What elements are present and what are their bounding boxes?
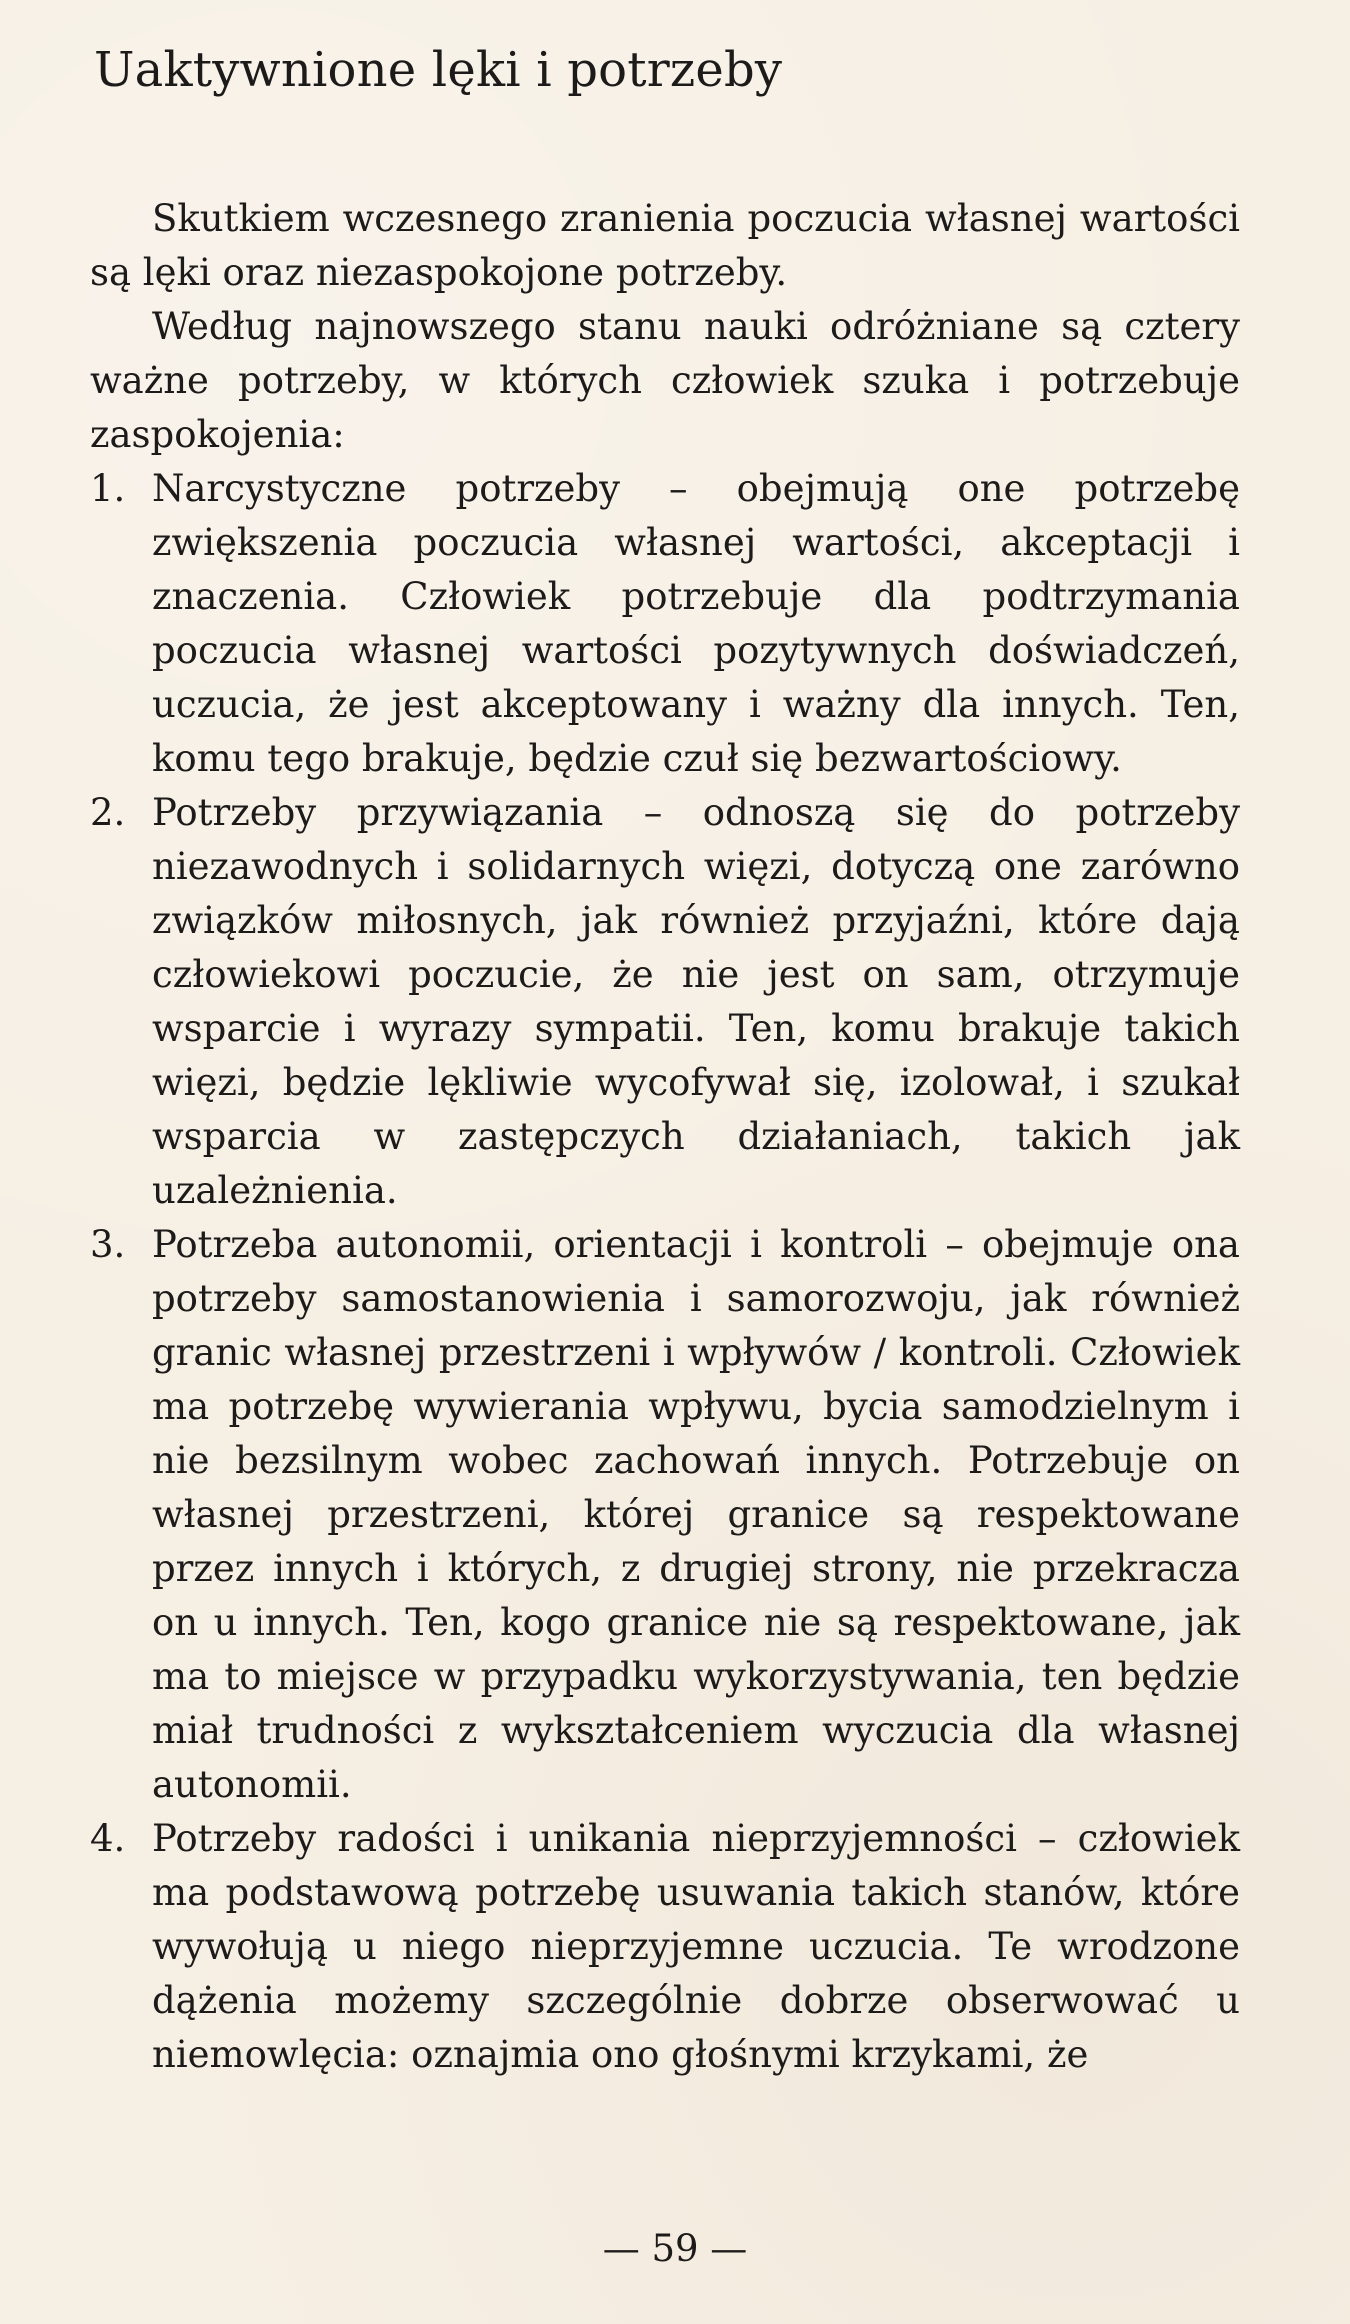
page-title: Uaktywnione lęki i potrzeby xyxy=(94,42,783,98)
list-item xyxy=(90,462,1240,786)
list-item-text: Potrzeby przywiązania – odnoszą się do potrzeby niezawodnych i solidarnych więzi, dotyczą one zarówno związków miłosnych, jak również przyjaźni, które dają człowiekowi poczucie, że nie jest on sam, otrzymuje wsparcie i wyrazy sympatii. Ten, komu brakuje takich więzi, będzie lękliwie wycofywał się, izolował, i szukał wsparcia w zastępczych działaniach, takich jak uzależnienia. xyxy=(152,791,1240,1212)
list-item xyxy=(90,1812,1240,2082)
list-item-number: 3. xyxy=(90,1223,126,1266)
intro-paragraph-2: Według najnowszego stanu nauki odróżniane są cztery ważne potrzeby, w których człowiek szuka i potrzebuje zaspokojenia: xyxy=(90,305,1240,456)
list-item-text: Potrzeba autonomii, orientacji i kontroli – obejmuje ona potrzeby samostanowienia i samorozwoju, jak również granic własnej przestrzeni i wpływów / kontroli. Człowiek ma potrzebę wywierania wpływu, bycia samodzielnym i nie bezsilnym wobec zachowań innych. Potrzebuje on własnej przestrzeni, której granice są respektowane przez innych i których, z drugiej strony, nie przekracza on u innych. Ten, kogo granice nie są respektowane, jak ma to miejsce w przypadku wykorzystywania, ten będzie miał trudności z wykształceniem wyczucia dla własnej autonomii. xyxy=(152,1223,1240,1806)
list-item xyxy=(90,1218,1240,1812)
list-item-number: 4. xyxy=(90,1817,126,1860)
list-item-number: 1. xyxy=(90,467,126,510)
list-item-text: Potrzeby radości i unikania nieprzyjemności – człowiek ma podstawową potrzebę usuwania takich stanów, które wywołują u niego nieprzyjemne uczucia. Te wrodzone dążenia możemy szczególnie dobrze obserwować u niemowlęcia: oznajmia ono głośnymi krzykami, że xyxy=(152,1817,1240,2076)
intro-paragraph-1: Skutkiem wczesnego zranienia poczucia własnej wartości są lęki oraz niezaspokojone potrzeby. xyxy=(90,197,1240,294)
page-number: — 59 — xyxy=(602,2227,748,2270)
list-item-number: 2. xyxy=(90,791,126,834)
needs-list xyxy=(90,462,1240,2082)
list-item-text: Narcystyczne potrzeby – obejmują one potrzebę zwiększenia poczucia własnej wartości, akceptacji i znaczenia. Człowiek potrzebuje dla podtrzymania poczucia własnej wartości pozytywnych doświadczeń, uczucia, że jest akceptowany i ważny dla innych. Ten, komu tego brakuje, będzie czuł się bezwartościowy. xyxy=(152,467,1240,780)
list-item xyxy=(90,786,1240,1218)
